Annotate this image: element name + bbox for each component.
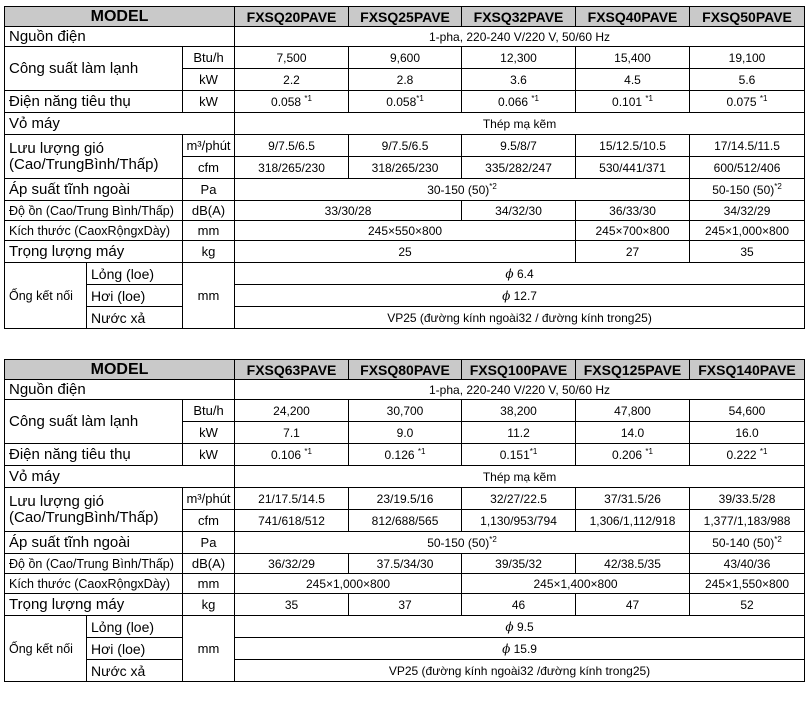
- casing-row: [5, 113, 805, 135]
- cell-value: 0.101 $^{*1}$: [576, 91, 690, 113]
- cell-value: 1,130/953/794: [462, 510, 576, 532]
- cell-value: 0.206 $^{*1}$: [576, 444, 690, 466]
- row-label: Điện năng tiêu thụ: [5, 91, 183, 113]
- sub-label: Lỏng (loe): [87, 263, 183, 285]
- pipe-drain-row: [5, 307, 805, 329]
- casing-value: Thép mạ kẽm: [235, 113, 805, 135]
- row-label: Công suất làm lạnh: [5, 47, 183, 91]
- cell-value: 0.066 $^{*1}$: [462, 91, 576, 113]
- unit-label: dB(A): [183, 554, 235, 574]
- cell-value: 0.058 $^{*1}$: [235, 91, 349, 113]
- row-label: Kích thước (CaoxRộngxDày): [5, 221, 183, 241]
- footnote-mark: *2: [774, 534, 782, 544]
- cell-value: 600/512/406: [690, 157, 805, 179]
- model-name: FXSQ40PAVE: [576, 7, 690, 27]
- cell-value: 50-150 $(50)^{*2}$: [690, 179, 805, 201]
- cell-value: 245×1,000×800: [235, 574, 462, 594]
- cell-value: 0.151$^{*1}$: [462, 444, 576, 466]
- cell-value: 37.5/34/30: [349, 554, 462, 574]
- row-label: Độ ồn (Cao/Trung Bình/Thấp): [5, 201, 183, 221]
- row-label: Kích thước (CaoxRộngxDày): [5, 574, 183, 594]
- cell-value: 318/265/230: [235, 157, 349, 179]
- row-label: Ống kết nối: [5, 263, 87, 329]
- model-name: FXSQ50PAVE: [690, 7, 805, 27]
- model-label: MODEL: [5, 7, 235, 27]
- row-label: Trọng lượng máy: [5, 594, 183, 616]
- cell-value: 245×700×800: [576, 221, 690, 241]
- cell-value: 54,600: [690, 400, 805, 422]
- cell-value: 42/38.5/35: [576, 554, 690, 574]
- header-row: [5, 7, 805, 27]
- cell-value: 0.058$^{*1}$: [349, 91, 462, 113]
- cell-value: 3.6: [462, 69, 576, 91]
- cell-value: 9/7.5/6.5: [235, 135, 349, 157]
- cell-value: 50-150 $(50)^{*2}$: [235, 532, 690, 554]
- cell-value: VP25 (đường kính ngoài32 /đường kính trong25): [235, 660, 805, 682]
- footnote-mark: *1: [759, 446, 768, 456]
- cooling-btu-row: [5, 47, 805, 69]
- model-name: FXSQ80PAVE: [349, 360, 462, 380]
- footnote-mark: *1: [417, 446, 426, 456]
- footnote-mark: *1: [645, 93, 653, 103]
- unit-label: kg: [183, 241, 235, 263]
- pipe-gas-row: [5, 285, 805, 307]
- cell-value: 245×1,400×800: [462, 574, 690, 594]
- casing-row: [5, 466, 805, 488]
- row-label: Công suất làm lạnh: [5, 400, 183, 444]
- cell-value: 2.8: [349, 69, 462, 91]
- cell-value: 0.126 $^{*1}$: [349, 444, 462, 466]
- power-source-row: [5, 27, 805, 47]
- spec-table-1: [4, 6, 805, 329]
- phi-symbol: ϕ: [505, 266, 514, 281]
- cell-value: 9/7.5/6.5: [349, 135, 462, 157]
- cell-value: 38,200: [462, 400, 576, 422]
- consumption-row: [5, 91, 805, 113]
- cell-value: 25: [235, 241, 576, 263]
- row-label: Ống kết nối: [5, 616, 87, 682]
- cell-value: 37: [349, 594, 462, 616]
- cell-value: 9,600: [349, 47, 462, 69]
- cell-value: ϕ 12.7: [235, 285, 805, 307]
- cell-value: 19,100: [690, 47, 805, 69]
- dimension-row: [5, 221, 805, 241]
- row-label: Trọng lượng máy: [5, 241, 183, 263]
- model-name: FXSQ25PAVE: [349, 7, 462, 27]
- sub-label: Lỏng (loe): [87, 616, 183, 638]
- power-source-row: [5, 380, 805, 400]
- esp-row: [5, 532, 805, 554]
- cell-value: 52: [690, 594, 805, 616]
- esp-row: [5, 179, 805, 201]
- unit-label: Pa: [183, 532, 235, 554]
- cell-value: 17/14.5/11.5: [690, 135, 805, 157]
- model-name: FXSQ125PAVE: [576, 360, 690, 380]
- header-row: [5, 360, 805, 380]
- cell-value: 15/12.5/10.5: [576, 135, 690, 157]
- cell-value: 0.075 $^{*1}$: [690, 91, 805, 113]
- footnote-mark: *1: [304, 446, 312, 456]
- cell-value: VP25 (đường kính ngoài32 / đường kính trong25): [235, 307, 805, 329]
- consumption-row: [5, 444, 805, 466]
- cell-value: 21/17.5/14.5: [235, 488, 349, 510]
- cell-value: 16.0: [690, 422, 805, 444]
- cell-value: ϕ 6.4: [235, 263, 805, 285]
- unit-label: Btu/h: [183, 47, 235, 69]
- cell-value: 35: [690, 241, 805, 263]
- row-label: Vỏ máy: [5, 466, 235, 488]
- unit-label: mm: [183, 574, 235, 594]
- phi-symbol: ϕ: [502, 288, 511, 303]
- sub-label: Nước xả: [87, 307, 183, 329]
- footnote-mark: *2: [489, 534, 497, 544]
- cell-value: 4.5: [576, 69, 690, 91]
- cell-value: 245×550×800: [235, 221, 576, 241]
- phi-symbol: ϕ: [505, 619, 514, 634]
- cell-value: 812/688/565: [349, 510, 462, 532]
- weight-row: [5, 241, 805, 263]
- row-label: Vỏ máy: [5, 113, 235, 135]
- pipe-gas-row: [5, 638, 805, 660]
- footnote-mark: *2: [489, 181, 497, 191]
- row-label: Nguồn điện: [5, 27, 235, 47]
- unit-label: kW: [183, 422, 235, 444]
- cell-value: 1,306/1,112/918: [576, 510, 690, 532]
- cell-value: 245×1,550×800: [690, 574, 805, 594]
- model-name: FXSQ140PAVE: [690, 360, 805, 380]
- noise-row: [5, 201, 805, 221]
- unit-label: cfm: [183, 510, 235, 532]
- noise-row: [5, 554, 805, 574]
- cell-value: 0.222 $^{*1}$: [690, 444, 805, 466]
- power-source-value: 1-pha, 220-240 V/220 V, 50/60 Hz: [235, 27, 805, 47]
- cell-value: 30-150 $(50)^{*2}$: [235, 179, 690, 201]
- unit-label: mm: [183, 263, 235, 329]
- row-label: Nguồn điện: [5, 380, 235, 400]
- footnote-mark: *1: [529, 446, 538, 456]
- unit-label: cfm: [183, 157, 235, 179]
- unit-label: Pa: [183, 179, 235, 201]
- weight-row: [5, 594, 805, 616]
- pipe-liquid-row: [5, 616, 805, 638]
- footnote-mark: *1: [304, 93, 312, 103]
- cell-value: 7.1: [235, 422, 349, 444]
- row-label: Độ ồn (Cao/Trung Bình/Thấp): [5, 554, 183, 574]
- cell-value: 30,700: [349, 400, 462, 422]
- power-source-value: 1-pha, 220-240 V/220 V, 50/60 Hz: [235, 380, 805, 400]
- cell-value: 39/35/32: [462, 554, 576, 574]
- footnote-mark: *1: [645, 446, 653, 456]
- spec-table-2: [4, 359, 805, 682]
- cell-value: 34/32/29: [690, 201, 805, 221]
- cell-value: 245×1,000×800: [690, 221, 805, 241]
- dimension-row: [5, 574, 805, 594]
- row-label: Điện năng tiêu thụ: [5, 444, 183, 466]
- cell-value: 47,800: [576, 400, 690, 422]
- cell-value: 12,300: [462, 47, 576, 69]
- unit-label: mm: [183, 616, 235, 682]
- unit-label: mm: [183, 221, 235, 241]
- unit-label: m³/phút: [183, 135, 235, 157]
- model-name: FXSQ100PAVE: [462, 360, 576, 380]
- cell-value: 37/31.5/26: [576, 488, 690, 510]
- cell-value: 34/32/30: [462, 201, 576, 221]
- unit-label: kg: [183, 594, 235, 616]
- cell-value: 318/265/230: [349, 157, 462, 179]
- row-label: Áp suất tĩnh ngoài: [5, 179, 183, 201]
- cell-value: 7,500: [235, 47, 349, 69]
- cell-value: 335/282/247: [462, 157, 576, 179]
- model-name: FXSQ20PAVE: [235, 7, 349, 27]
- unit-label: m³/phút: [183, 488, 235, 510]
- cell-value: 741/618/512: [235, 510, 349, 532]
- cell-value: 35: [235, 594, 349, 616]
- unit-label: dB(A): [183, 201, 235, 221]
- cell-value: 36/32/29: [235, 554, 349, 574]
- cell-value: 5.6: [690, 69, 805, 91]
- cell-value: 1,377/1,183/988: [690, 510, 805, 532]
- footnote-mark: *1: [531, 93, 539, 103]
- cell-value: 36/33/30: [576, 201, 690, 221]
- cell-value: 47: [576, 594, 690, 616]
- footnote-mark: *1: [416, 93, 424, 103]
- row-label: Áp suất tĩnh ngoài: [5, 532, 183, 554]
- pipe-liquid-row: [5, 263, 805, 285]
- footnote-mark: *1: [759, 93, 768, 103]
- cooling-btu-row: [5, 400, 805, 422]
- airflow-m3-row: [5, 135, 805, 157]
- cell-value: 9.0: [349, 422, 462, 444]
- cell-value: 32/27/22.5: [462, 488, 576, 510]
- footnote-mark: *2: [774, 181, 782, 191]
- cell-value: 33/30/28: [235, 201, 462, 221]
- cell-value: 15,400: [576, 47, 690, 69]
- cell-value: 43/40/36: [690, 554, 805, 574]
- cell-value: 2.2: [235, 69, 349, 91]
- cell-value: ϕ 15.9: [235, 638, 805, 660]
- pipe-drain-row: [5, 660, 805, 682]
- cell-value: 11.2: [462, 422, 576, 444]
- unit-label: kW: [183, 444, 235, 466]
- sub-label: Nước xả: [87, 660, 183, 682]
- phi-symbol: ϕ: [502, 641, 511, 656]
- cell-value: 9.5/8/7: [462, 135, 576, 157]
- unit-label: kW: [183, 69, 235, 91]
- row-label: Lưu lượng gió (Cao/TrungBình/Thấp): [5, 488, 183, 532]
- casing-value: Thép mạ kẽm: [235, 466, 805, 488]
- cell-value: 23/19.5/16: [349, 488, 462, 510]
- cell-value: 24,200: [235, 400, 349, 422]
- model-label: MODEL: [5, 360, 235, 380]
- cell-value: 0.106 $^{*1}$: [235, 444, 349, 466]
- unit-label: kW: [183, 91, 235, 113]
- cell-value: 14.0: [576, 422, 690, 444]
- row-label: Lưu lượng gió (Cao/TrungBình/Thấp): [5, 135, 183, 179]
- cell-value: 50-140 $(50)^{*2}$: [690, 532, 805, 554]
- cell-value: 39/33.5/28: [690, 488, 805, 510]
- model-name: FXSQ32PAVE: [462, 7, 576, 27]
- cell-value: 530/441/371: [576, 157, 690, 179]
- model-name: FXSQ63PAVE: [235, 360, 349, 380]
- unit-label: Btu/h: [183, 400, 235, 422]
- sub-label: Hơi (loe): [87, 638, 183, 660]
- cell-value: 27: [576, 241, 690, 263]
- sub-label: Hơi (loe): [87, 285, 183, 307]
- airflow-m3-row: [5, 488, 805, 510]
- cell-value: 46: [462, 594, 576, 616]
- cell-value: ϕ 9.5: [235, 616, 805, 638]
